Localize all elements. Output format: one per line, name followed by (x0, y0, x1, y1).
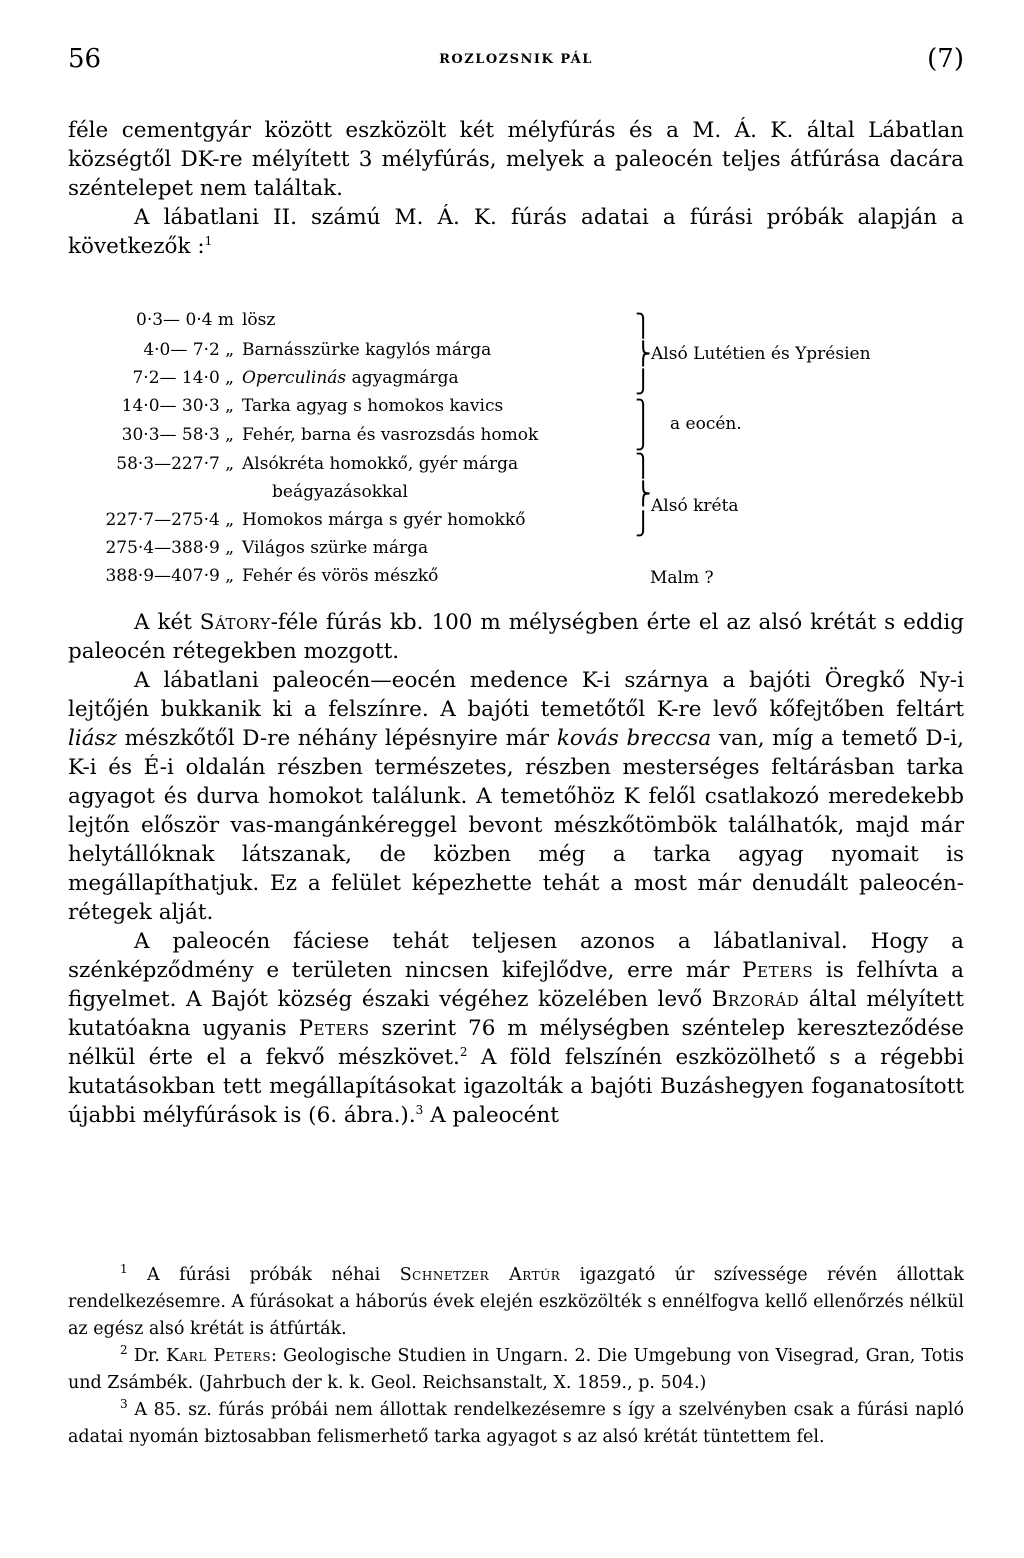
strata-description: Operculinás agyagmárga (242, 368, 459, 388)
strata-depth: 7·2— 14·0 „ (132, 368, 234, 388)
brace-icon: ⎫ (635, 400, 652, 425)
brace-icon: ⎭ (635, 512, 652, 537)
strata-description: Barnásszürke kagylós márga (242, 340, 492, 360)
strata-description: Tarka agyag s homokos kavics (242, 396, 504, 416)
strata-depth: 30·3— 58·3 „ (121, 425, 234, 445)
age-label: Alsó kréta (651, 496, 739, 516)
footnote-3: $^3$ A 85. sz. fúrás próbái nem állottak rendelkezésemre s így a szelvényben csak a fúrási napló adatai nyomán biztosabban felismerhető tarka agyagot s az alsó krétát tüntettem fel. (68, 1397, 964, 1447)
strata-depth: 58·3—227·7 „ (116, 454, 234, 474)
footnote-ref: 2 (459, 1044, 468, 1059)
brace-icon: ⎭ (635, 370, 652, 395)
strata-description: lösz (242, 310, 276, 330)
age-label: Malm ? (650, 568, 714, 588)
author-name: Schnetzer Artúr (399, 1265, 561, 1285)
strata-depth: 14·0— 30·3 „ (121, 396, 234, 416)
author-name: Karl Peters (166, 1346, 272, 1366)
strata-depth: 275·4—388·9 „ (105, 538, 234, 558)
author-name: Peters (298, 1016, 370, 1041)
strata-depth: 388·9—407·9 „ (105, 566, 234, 586)
page-header (68, 44, 964, 84)
strata-description: beágyazásokkal (272, 482, 408, 502)
intro-text (68, 116, 964, 261)
body-paragraph-3: A paleocén fáciese tehát teljesen azonos a lábatlanival. Hogy a szénképződmény e területen nincsen kifejlődve, erre már Peters is felhívta a figyelmet. A Bajót község északi végéhez közelében levő Brzorád által mélyített kutatóakna ugyanis Peters szerint 76 m mélységben széntelep kereszteződése nélkül érte el a fekvő mészkövet.$^2$ A föld felszínén eszközölhető s a régebbi kutatásokban tett megállapításokat igazolták a bajóti Buzáshegyen foganatosított újabbi mélyfúrások is (6. ábra.).$^3$ A paleocént (68, 929, 965, 1128)
author-name: Peters (742, 958, 814, 983)
age-label: Alsó Lutétien és Yprésien (651, 344, 871, 364)
brace-icon: ⎫ (635, 314, 652, 339)
age-label: a eocén. (670, 414, 742, 434)
strata-description: Homokos márga s gyér homokkő (242, 510, 526, 530)
body-paragraph-1: A két Sátory-féle fúrás kb. 100 m mélységben érte el az alsó krétát s eddig paleocén rétegekben mozgott. (68, 610, 964, 664)
main-text (68, 608, 964, 1130)
strata-description: Fehér és vörös mészkő (242, 566, 439, 586)
intro-paragraph-1: féle cementgyár között eszközölt két mélyfúrás és a M. Á. K. által Lábatlan községtől DK-re mélyített 3 mélyfúrás, melyek a paleocén teljes átfúrása dacára széntelepet nem találtak. (68, 118, 964, 201)
footnote-1: $^1$ A fúrási próbák néhai Schnetzer Artúr igazgató úr szívessége révén állottak rendelkezésemre. A fúrásokat a háborús évek elején eszközölték s ennélfogva kellő ellenőrzés nélkül az egész alsó krétát is átfúrták. (68, 1262, 964, 1339)
brace-icon: ⎬ (635, 482, 652, 507)
author-name: Sátory (199, 610, 271, 635)
page-number: 56 (68, 44, 102, 74)
body-paragraph-2: A lábatlani paleocén—eocén medence K-i szárnya a bajóti Öregkő Ny-i lejtőjén bukkanik ki a felszínre. A bajóti temetőtől K-re levő kőfejtőben feltárt liász mészkőtől D-re néhány lépésnyire már kovás breccsa van, míg a temető D-i, K-i és É-i oldalán részben természetes, részben mesterséges feltárásban tarka agyagot és durva homokot találunk. A temetőhöz K felől csatlakozó meredekebb lejtőn először vas-mangánkéreggel bevont mészkőtömbök találhatók, majd már helytállóknak látszanak, de közben még a tarka agyag nyomait is megállapíthatjuk. Ez a felület képezhette tehát a most már denudált paleocén-rétegek alját. (68, 668, 964, 925)
strata-description: Világos szürke márga (242, 538, 429, 558)
running-title: ROZLOZSNIK PÁL (439, 52, 593, 67)
author-name: Brzorád (711, 987, 800, 1012)
strata-description: Fehér, barna és vasrozsdás homok (242, 425, 539, 445)
brace-icon: ⎬ (635, 342, 652, 367)
strata-depth: 0·3— 0·4 m (136, 310, 234, 330)
brace-icon: ⎫ (635, 454, 652, 479)
intro-paragraph-2: A lábatlani II. számú M. Á. K. fúrás adatai a fúrási próbák alapján a következők :$^1$ (68, 205, 964, 259)
strata-depth: 227·7—275·4 „ (105, 510, 234, 530)
strata-depth: 4·0— 7·2 „ (143, 340, 234, 360)
section-number: (7) (927, 44, 964, 74)
footnote-ref: 1 (204, 233, 213, 248)
footnote-2: $^2$ Dr. Karl Peters: Geologische Studien in Ungarn. 2. Die Umgebung von Visegrad, Gran, Totis und Zsámbék. (Jahrbuch der k. k. Geol. Reichsanstalt, X. 1859., p. 504.) (68, 1343, 964, 1393)
footnote-ref: 3 (415, 1102, 424, 1117)
brace-icon: ⎭ (635, 426, 652, 451)
strata-description: Alsókréta homokkő, gyér márga (242, 454, 519, 474)
footnotes (68, 1262, 964, 1451)
